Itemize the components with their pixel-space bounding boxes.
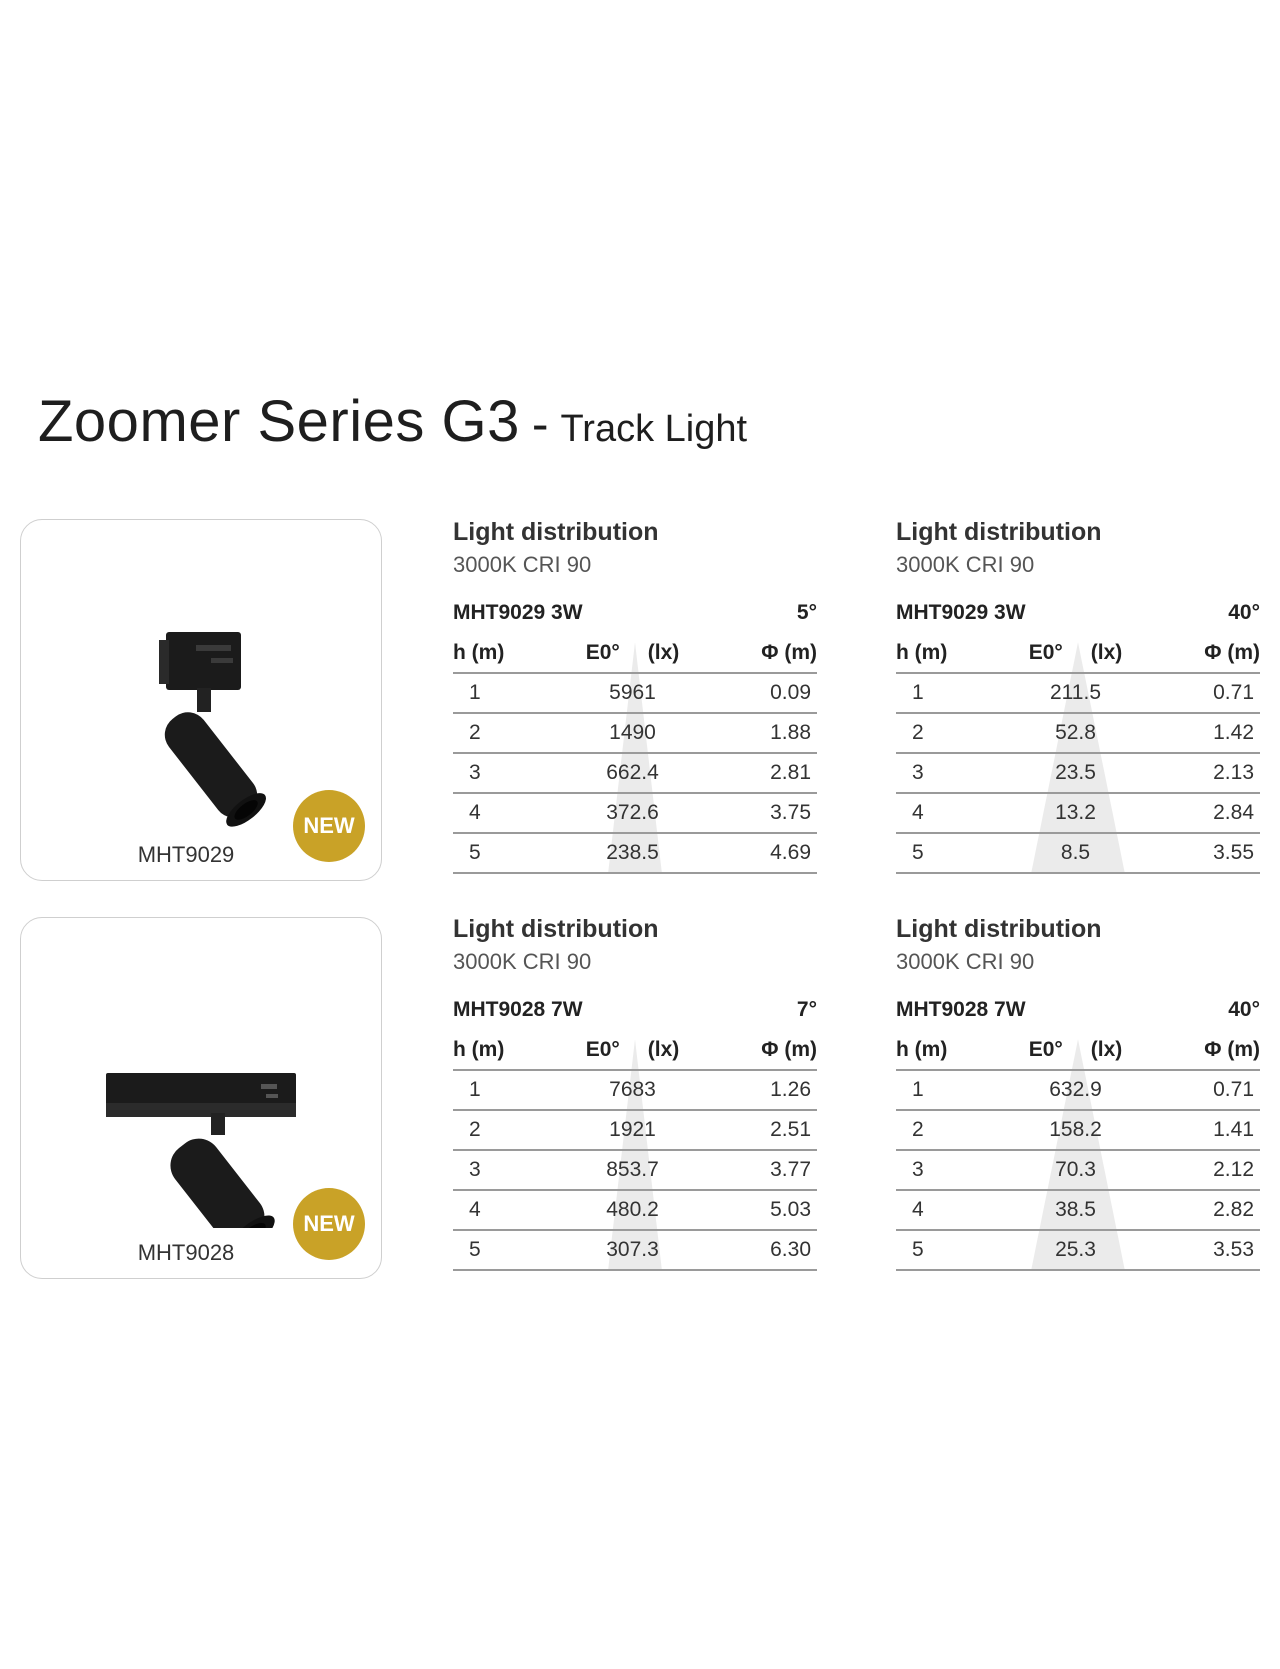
distribution-table-wrap bbox=[896, 1031, 1260, 1271]
table-row bbox=[453, 1230, 817, 1270]
model-name: MHT9028 7W bbox=[453, 998, 583, 1021]
distribution-table bbox=[896, 634, 1260, 874]
spec-line: 3000K CRI 90 bbox=[896, 949, 1035, 974]
illuminance-cell: 480.2 bbox=[564, 1190, 701, 1230]
column-header-phi: Φ (m) bbox=[1144, 634, 1260, 673]
light-distribution-block bbox=[896, 518, 1260, 874]
diameter-cell: 1.41 bbox=[1144, 1110, 1260, 1150]
illuminance-cell: 13.2 bbox=[1007, 793, 1144, 833]
distribution-table bbox=[896, 1031, 1260, 1271]
table-row bbox=[896, 1190, 1260, 1230]
illuminance-cell: 52.8 bbox=[1007, 713, 1144, 753]
column-header-e bbox=[564, 634, 701, 673]
spec-line: 3000K CRI 90 bbox=[453, 552, 592, 577]
diameter-cell: 2.84 bbox=[1144, 793, 1260, 833]
table-row bbox=[453, 713, 817, 753]
table-row bbox=[453, 1110, 817, 1150]
lx-label: (lx) bbox=[1090, 641, 1123, 664]
height-cell: 1 bbox=[453, 1070, 564, 1110]
height-cell: 2 bbox=[453, 713, 564, 753]
distribution-table-wrap bbox=[453, 1031, 817, 1271]
height-cell: 1 bbox=[896, 1070, 1007, 1110]
title-separator: - bbox=[531, 396, 549, 452]
spec-line: 3000K CRI 90 bbox=[896, 552, 1035, 577]
diameter-cell: 2.51 bbox=[701, 1110, 817, 1150]
model-row bbox=[896, 997, 1260, 1023]
product-card-mht9028 bbox=[20, 917, 382, 1279]
illuminance-cell: 372.6 bbox=[564, 793, 701, 833]
distribution-table-wrap bbox=[453, 634, 817, 874]
height-cell: 1 bbox=[896, 673, 1007, 713]
beam-angle: 7° bbox=[796, 998, 817, 1021]
illuminance-cell: 70.3 bbox=[1007, 1150, 1144, 1190]
column-header-phi: Φ (m) bbox=[701, 1031, 817, 1070]
height-cell: 3 bbox=[896, 1150, 1007, 1190]
diameter-cell: 4.69 bbox=[701, 833, 817, 873]
table-row bbox=[453, 833, 817, 873]
height-cell: 4 bbox=[896, 793, 1007, 833]
column-header-e bbox=[1007, 1031, 1144, 1070]
height-cell: 5 bbox=[896, 833, 1007, 873]
column-header-h: h (m) bbox=[896, 1031, 1007, 1070]
beam-angle: 5° bbox=[796, 601, 817, 624]
distribution-table bbox=[453, 634, 817, 874]
model-name: MHT9029 3W bbox=[896, 601, 1026, 624]
model-name: MHT9028 7W bbox=[896, 998, 1026, 1021]
height-cell: 2 bbox=[453, 1110, 564, 1150]
table-row bbox=[896, 1230, 1260, 1270]
page-title bbox=[38, 388, 747, 455]
model-name: MHT9029 3W bbox=[453, 601, 583, 624]
diameter-cell: 3.53 bbox=[1144, 1230, 1260, 1270]
model-row bbox=[453, 997, 817, 1023]
section-heading: Light distribution bbox=[896, 915, 1102, 943]
illuminance-cell: 7683 bbox=[564, 1070, 701, 1110]
illuminance-cell: 25.3 bbox=[1007, 1230, 1144, 1270]
product-card-mht9029 bbox=[20, 519, 382, 881]
table-row bbox=[453, 1190, 817, 1230]
illuminance-cell: 1921 bbox=[564, 1110, 701, 1150]
model-row bbox=[896, 600, 1260, 626]
e-label: E0° bbox=[585, 1038, 620, 1061]
section-heading: Light distribution bbox=[453, 915, 659, 943]
height-cell: 3 bbox=[453, 753, 564, 793]
distribution-table-wrap bbox=[896, 634, 1260, 874]
light-distribution-block bbox=[453, 915, 817, 1271]
illuminance-cell: 662.4 bbox=[564, 753, 701, 793]
table-row bbox=[896, 713, 1260, 753]
diameter-cell: 2.12 bbox=[1144, 1150, 1260, 1190]
diameter-cell: 0.71 bbox=[1144, 1070, 1260, 1110]
table-row bbox=[896, 673, 1260, 713]
lx-label: (lx) bbox=[647, 641, 680, 664]
diameter-cell: 0.71 bbox=[1144, 673, 1260, 713]
track-light-icon bbox=[61, 560, 341, 830]
height-cell: 4 bbox=[453, 1190, 564, 1230]
track-light-icon bbox=[61, 958, 341, 1228]
illuminance-cell: 23.5 bbox=[1007, 753, 1144, 793]
table-row bbox=[896, 1110, 1260, 1150]
column-header-h: h (m) bbox=[453, 1031, 564, 1070]
height-cell: 3 bbox=[453, 1150, 564, 1190]
model-row bbox=[453, 600, 817, 626]
table-row bbox=[453, 793, 817, 833]
beam-angle: 40° bbox=[1228, 998, 1260, 1021]
diameter-cell: 1.42 bbox=[1144, 713, 1260, 753]
diameter-cell: 3.55 bbox=[1144, 833, 1260, 873]
height-cell: 2 bbox=[896, 1110, 1007, 1150]
e-label: E0° bbox=[1028, 641, 1063, 664]
table-row bbox=[896, 753, 1260, 793]
light-distribution-block bbox=[896, 915, 1260, 1271]
illuminance-cell: 38.5 bbox=[1007, 1190, 1144, 1230]
illuminance-cell: 158.2 bbox=[1007, 1110, 1144, 1150]
column-header-h: h (m) bbox=[896, 634, 1007, 673]
illuminance-cell: 632.9 bbox=[1007, 1070, 1144, 1110]
table-row bbox=[453, 673, 817, 713]
height-cell: 4 bbox=[896, 1190, 1007, 1230]
illuminance-cell: 211.5 bbox=[1007, 673, 1144, 713]
diameter-cell: 0.09 bbox=[701, 673, 817, 713]
diameter-cell: 2.82 bbox=[1144, 1190, 1260, 1230]
illuminance-cell: 853.7 bbox=[564, 1150, 701, 1190]
lx-label: (lx) bbox=[647, 1038, 680, 1061]
section-heading: Light distribution bbox=[896, 518, 1102, 546]
column-header-phi: Φ (m) bbox=[1144, 1031, 1260, 1070]
product-model-label: MHT9029 bbox=[137, 842, 235, 867]
table-row bbox=[453, 753, 817, 793]
diameter-cell: 1.26 bbox=[701, 1070, 817, 1110]
column-header-phi: Φ (m) bbox=[701, 634, 817, 673]
height-cell: 5 bbox=[453, 1230, 564, 1270]
lx-label: (lx) bbox=[1090, 1038, 1123, 1061]
title-sub: Track Light bbox=[560, 408, 748, 450]
diameter-cell: 3.77 bbox=[701, 1150, 817, 1190]
table-row bbox=[896, 833, 1260, 873]
light-distribution-block bbox=[453, 518, 817, 874]
height-cell: 2 bbox=[896, 713, 1007, 753]
column-header-e bbox=[1007, 634, 1144, 673]
table-row bbox=[896, 793, 1260, 833]
title-main: Zoomer Series G3 bbox=[38, 389, 520, 454]
new-badge: NEW bbox=[293, 1188, 365, 1260]
height-cell: 5 bbox=[896, 1230, 1007, 1270]
height-cell: 5 bbox=[453, 833, 564, 873]
illuminance-cell: 1490 bbox=[564, 713, 701, 753]
spec-line: 3000K CRI 90 bbox=[453, 949, 592, 974]
table-row bbox=[896, 1150, 1260, 1190]
e-label: E0° bbox=[1028, 1038, 1063, 1061]
diameter-cell: 2.13 bbox=[1144, 753, 1260, 793]
beam-angle: 40° bbox=[1228, 601, 1260, 624]
height-cell: 1 bbox=[453, 673, 564, 713]
illuminance-cell: 5961 bbox=[564, 673, 701, 713]
height-cell: 4 bbox=[453, 793, 564, 833]
table-row bbox=[896, 1070, 1260, 1110]
distribution-table bbox=[453, 1031, 817, 1271]
column-header-h: h (m) bbox=[453, 634, 564, 673]
e-label: E0° bbox=[585, 641, 620, 664]
table-row bbox=[453, 1150, 817, 1190]
illuminance-cell: 307.3 bbox=[564, 1230, 701, 1270]
illuminance-cell: 8.5 bbox=[1007, 833, 1144, 873]
diameter-cell: 5.03 bbox=[701, 1190, 817, 1230]
diameter-cell: 1.88 bbox=[701, 713, 817, 753]
illuminance-cell: 238.5 bbox=[564, 833, 701, 873]
product-model-label: MHT9028 bbox=[137, 1240, 235, 1265]
section-heading: Light distribution bbox=[453, 518, 659, 546]
table-row bbox=[453, 1070, 817, 1110]
new-badge: NEW bbox=[293, 790, 365, 862]
diameter-cell: 2.81 bbox=[701, 753, 817, 793]
diameter-cell: 3.75 bbox=[701, 793, 817, 833]
diameter-cell: 6.30 bbox=[701, 1230, 817, 1270]
column-header-e bbox=[564, 1031, 701, 1070]
height-cell: 3 bbox=[896, 753, 1007, 793]
